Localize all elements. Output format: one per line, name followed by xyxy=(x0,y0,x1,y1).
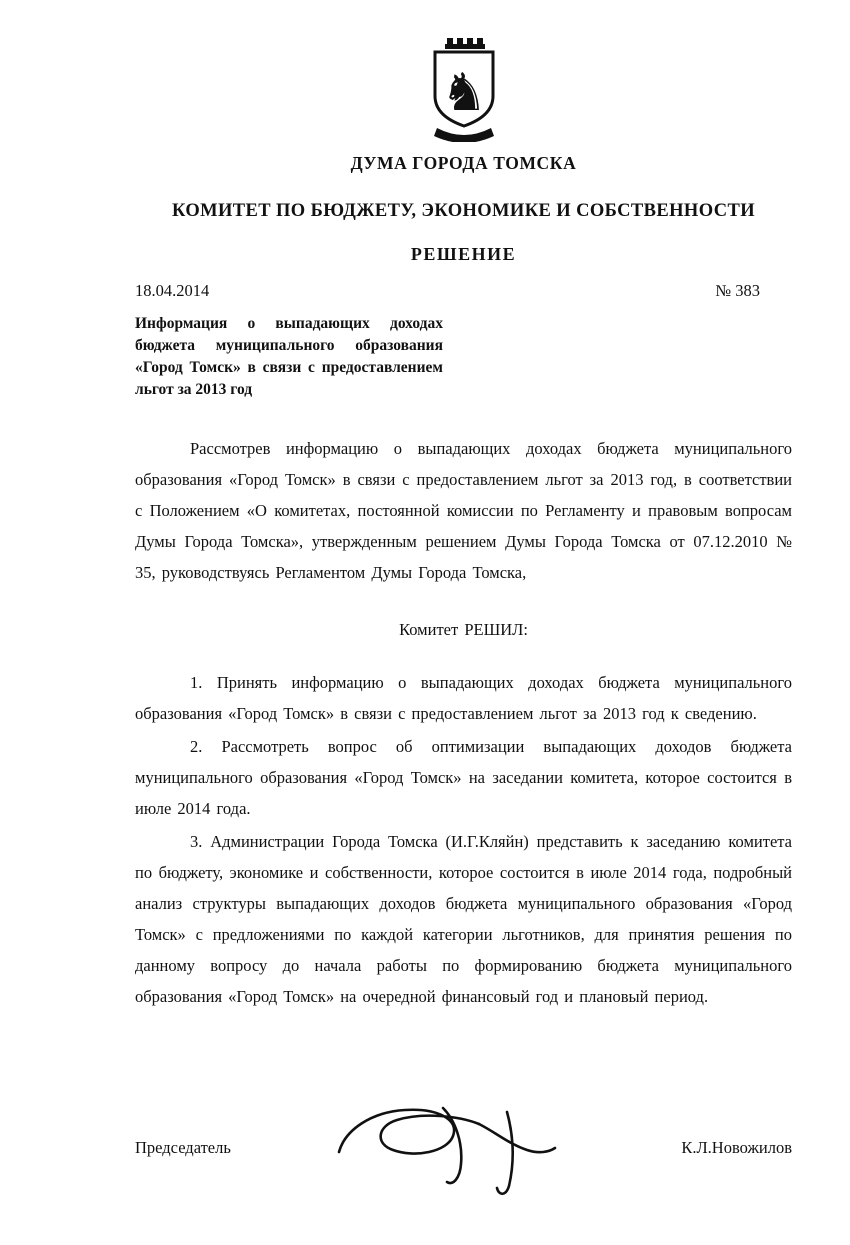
signer-position: Председатель xyxy=(135,1137,231,1157)
document-date: 18.04.2014 xyxy=(135,281,210,300)
resolution-items xyxy=(135,667,792,1012)
horse-icon: ♞ xyxy=(440,63,487,123)
ribbon-banner xyxy=(434,128,494,142)
document-subject: Информация о выпадающих доходах бюджета муниципального образования «Город Томск» в связи с предоставлением льгот за 2013 год xyxy=(135,315,443,398)
document-type-title: РЕШЕНИЕ xyxy=(410,244,517,264)
date-number-row xyxy=(135,281,792,301)
tomsk-coat-of-arms-icon xyxy=(421,38,507,142)
preamble-paragraph: Рассмотрев информацию о выпадающих доходах бюджета муниципального образования «Город Томск» в связи с предоставлением льгот за 2013 год, в соответствии с Положением «О комитетах, постоянной комиссии по Регламенту и правовым вопросам Думы Города Томска», утвержденным решением Думы Города Томска от 07.12.2010 № 35, руководствуясь Регламентом Думы Города Томска, xyxy=(135,439,792,583)
document-body xyxy=(135,433,792,1012)
resolution-item-3: 3. Администрации Города Томска (И.Г.Кляйн) представить к заседанию комитета по бюджету, экономике и собственности, которое состоится в июле 2014 года, подробный анализ структуры выпадающих доходов бюджета муниципального образования «Город Томск» с предложениями по каждой категории льготников, для принятия решения по данному вопросу до начала работы по формированию бюджета муниципального образования «Город Томск» на очередной финансовый год и плановый период. xyxy=(135,832,792,1007)
signature-icon xyxy=(331,1090,561,1200)
signature-block xyxy=(135,1090,792,1205)
emblem-container xyxy=(135,38,792,147)
resolution-heading: Комитет РЕШИЛ: xyxy=(399,620,528,640)
document-number: № 383 xyxy=(715,281,760,300)
signer-name: К.Л.Новожилов xyxy=(681,1137,792,1157)
committee-name: КОМИТЕТ ПО БЮДЖЕТУ, ЭКОНОМИКЕ И СОБСТВЕННОСТИ xyxy=(171,201,756,221)
organization-name: ДУМА ГОРОДА ТОМСКА xyxy=(350,153,577,173)
crown-icon xyxy=(445,38,485,49)
handwritten-signature xyxy=(271,1090,621,1205)
resolution-item-1: 1. Принять информацию о выпадающих доходах бюджета муниципального образования «Город Томск» в связи с предоставлением льгот за 2013 год к сведению. xyxy=(135,673,792,724)
resolution-item-2: 2. Рассмотреть вопрос об оптимизации выпадающих доходов бюджета муниципального образования «Город Томск» на заседании комитета, которое состоится в июле 2014 года. xyxy=(135,737,792,819)
